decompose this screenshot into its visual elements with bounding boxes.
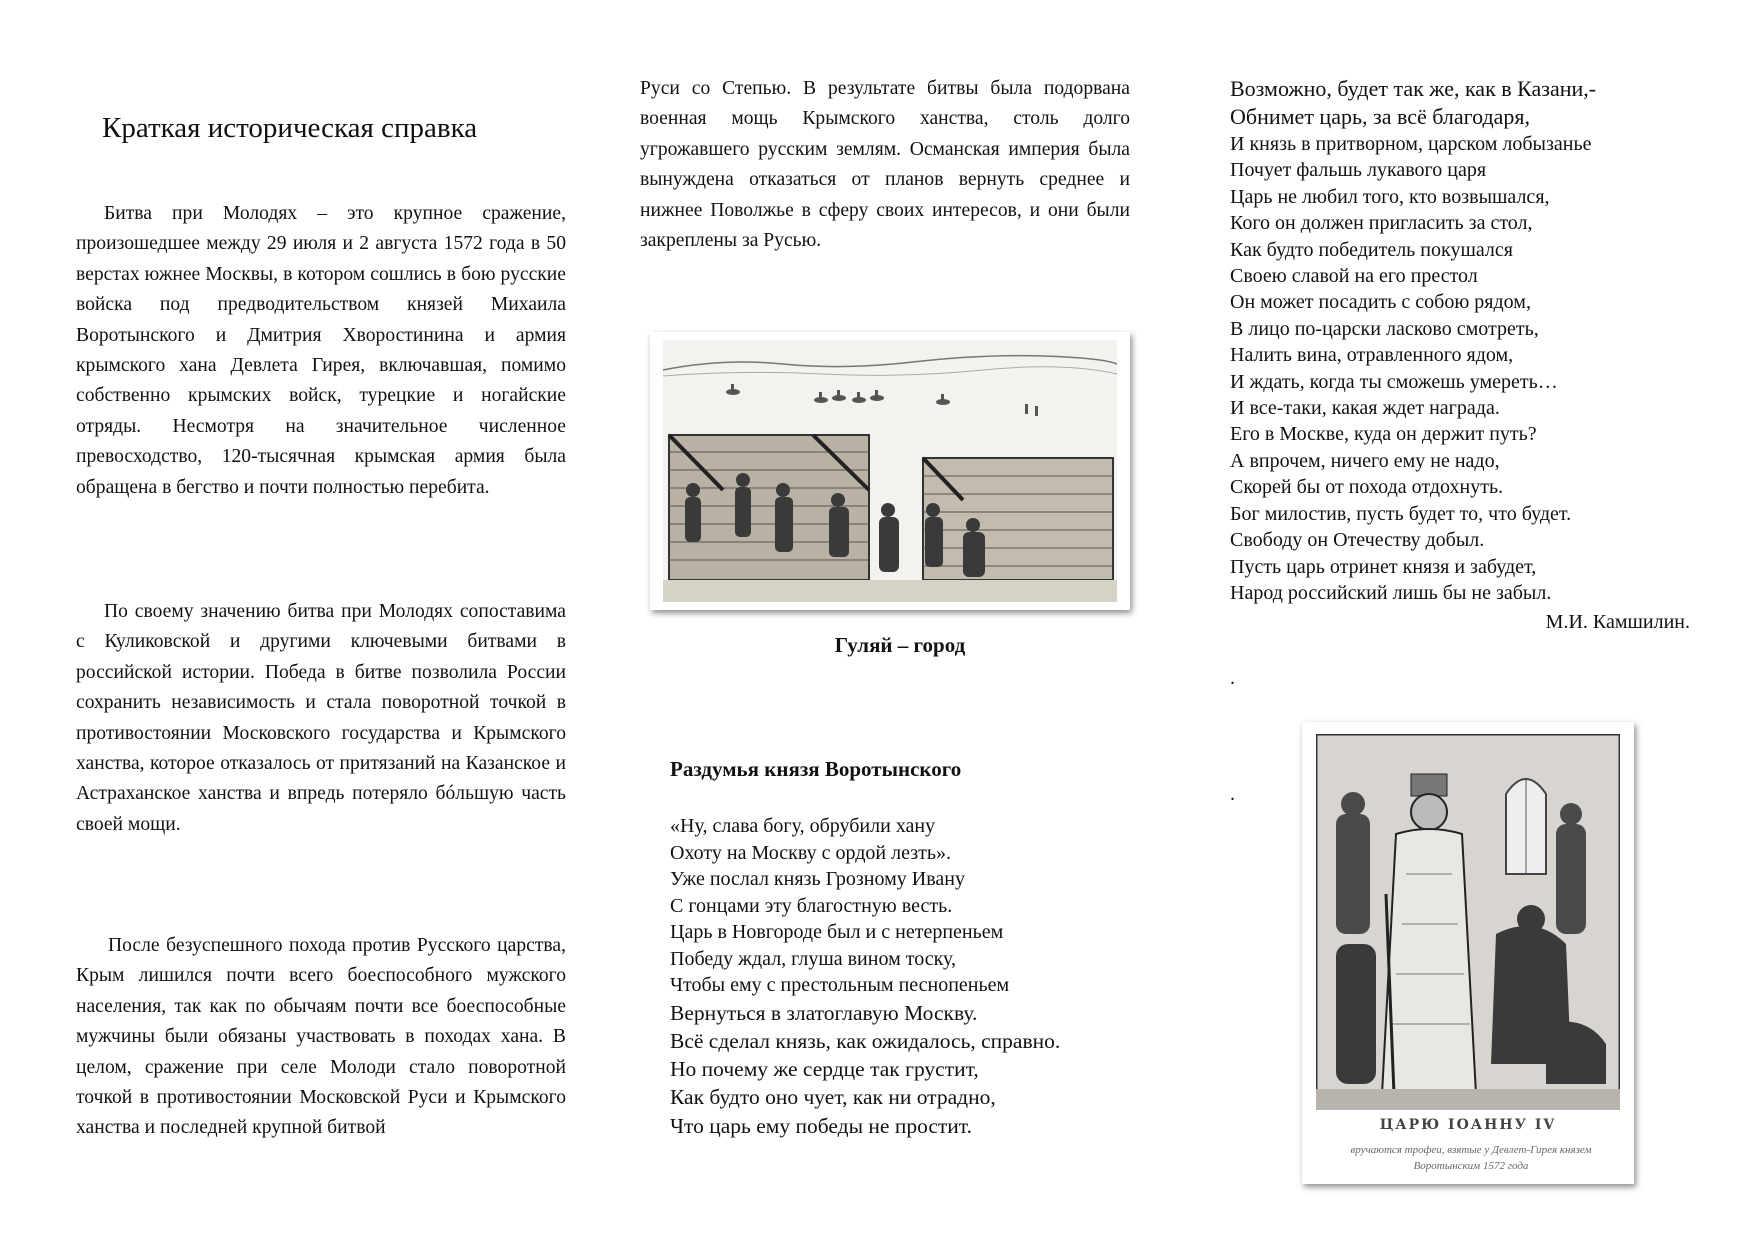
poem-line: Победу ждал, глуша вином тоску, bbox=[670, 947, 957, 970]
poem-voroynsky-part1 bbox=[670, 813, 1170, 1140]
paragraph-battle-aftermath: После безуспешного похода против Русского царства, Крым лишился почти всего боеспособного мужского населения, так как по обычаям почти все боеспособные мужчины были обязаны участвовать в походах хана. В целом, сражение при селе Молоди стало поворотной точкой в противостоянии Московской Руси и Крымского ханства и последней крупной битвой bbox=[76, 935, 566, 1139]
engraving-title: ЦАРЮ ІОАННУ IV bbox=[1379, 1117, 1557, 1133]
poem-line: Налить вина, отравленного ядом, bbox=[1230, 344, 1514, 367]
paragraph-battle-conclusion: Руси со Степью. В результате битвы была подорвана военная мощь Крымского ханства, столь долго угрожавшего русским землям. Османская империя была вынуждена отказаться от планов вернуть среднее и нижнее Поволжье в сферу своих интересов, и они были закреплены за Русью. bbox=[640, 78, 1130, 252]
poem-line: Свободу он Отечеству добыл. bbox=[1230, 529, 1485, 552]
poem-line: Скорей бы от похода отдохнуть. bbox=[1230, 476, 1504, 499]
poem-line: Уже послал князь Грозному Ивану bbox=[670, 868, 965, 890]
illustration-caption: Гуляй – город bbox=[834, 633, 966, 657]
poem-line: Своею славой на его престол bbox=[1230, 265, 1478, 288]
page-title: Краткая историческая справка bbox=[102, 112, 478, 144]
poem-line: Но почему же сердце так грустит, bbox=[670, 1057, 979, 1082]
engraving-subtitle: вручаются трофеи, взятые у Девлет-Гирея князем Воротынским 1572 года bbox=[1350, 1144, 1592, 1172]
poem-line: Пусть царь отринет князя и забудет, bbox=[1230, 555, 1537, 578]
stray-dot: . bbox=[1230, 667, 1235, 689]
poem-line: Чтобы ему с престольным песнопеньем bbox=[670, 974, 1010, 996]
poem-line: Народ российский лишь бы не забыл. bbox=[1230, 581, 1552, 604]
poem-line: Охоту на Москву с ордой лезть». bbox=[670, 841, 951, 864]
paragraph-battle-significance: По своему значению битва при Молодях сопоставима с Куликовской и другими ключевыми битвами в российской истории. Победа в битве позволила России сохранить независимость и стала поворотной точкой в противостоянии Московского государства и Крымского ханства, которое отказалось от притязаний на Казанское и Астраханское ханства и впредь потеряло бóльшую часть своей мощи. bbox=[76, 601, 566, 835]
poem-voroynsky-part2 bbox=[1230, 75, 1596, 606]
illustration-tsar-ivan bbox=[1302, 722, 1634, 1184]
poem-line: Почует фальшь лукавого царя bbox=[1230, 159, 1487, 182]
poem-line: Всё сделал князь, как ожидалось, справно. bbox=[670, 1028, 1061, 1053]
poem-line: Обнимет царь, за всё благодаря, bbox=[1230, 104, 1531, 129]
stray-dot: . bbox=[1230, 783, 1235, 805]
poem-line: «Ну, слава богу, обрубили хану bbox=[670, 815, 936, 837]
poem-line: Кого он должен пригласить за стол, bbox=[1230, 212, 1533, 235]
poem-line: В лицо по-царски ласково смотреть, bbox=[1230, 317, 1539, 340]
illustration-gulyai-gorod bbox=[650, 332, 1130, 610]
poem-line: Что царь ему победы не простит. bbox=[670, 1113, 972, 1138]
poem-line: Возможно, будет так же, как в Казани,- bbox=[1230, 76, 1597, 101]
poem-line: Царь не любил того, кто возвышался, bbox=[1230, 185, 1550, 208]
poem-line: И все-таки, какая ждет награда. bbox=[1230, 397, 1500, 420]
poem-line: Вернуться в златоглавую Москву. bbox=[670, 1000, 978, 1025]
poem-line: А впрочем, ничего ему не надо, bbox=[1230, 449, 1500, 472]
engraving-mobile-fortress-image bbox=[663, 340, 1117, 602]
poem-line: Он может посадить с собою рядом, bbox=[1230, 291, 1531, 314]
paragraph-battle-summary: Битва при Молодях – это крупное сражение, произошедшее между 29 июля и 2 августа 1572 года в 50 верстах южнее Москвы, в котором сошлись в бою русские войска под предводительством князей Михаила Воротынского и Дмитрия Хворостинина и армия крымского хана Девлета Гирея, включавшая, помимо собственно крымских войск, турецкие и ногайские отряды. Несмотря на значительное численное превосходство, 120-тысячная крымская армия была обращена в бегство и почти полностью перебита. bbox=[76, 203, 566, 498]
poem-line: Бог милостив, пусть будет то, что будет. bbox=[1230, 502, 1572, 525]
poem-line: Как будто оно чует, как ни отрадно, bbox=[670, 1085, 996, 1110]
poem-author: М.И. Камшилин. bbox=[1545, 611, 1690, 633]
poem-line: Царь в Новгороде был и с нетерпеньем bbox=[670, 921, 1004, 943]
poem-line: С гонцами эту благостную весть. bbox=[670, 894, 953, 917]
poem-line: И ждать, когда ты сможешь умереть… bbox=[1230, 370, 1558, 393]
poem-title: Раздумья князя Воротынского bbox=[670, 757, 962, 781]
poem-line: Его в Москве, куда он держит путь? bbox=[1230, 423, 1537, 446]
engraving-tsar-image bbox=[1316, 734, 1620, 1110]
poem-line: Как будто победитель покушался bbox=[1230, 238, 1513, 261]
poem-line: И князь в притворном, царском лобызанье bbox=[1230, 133, 1592, 155]
